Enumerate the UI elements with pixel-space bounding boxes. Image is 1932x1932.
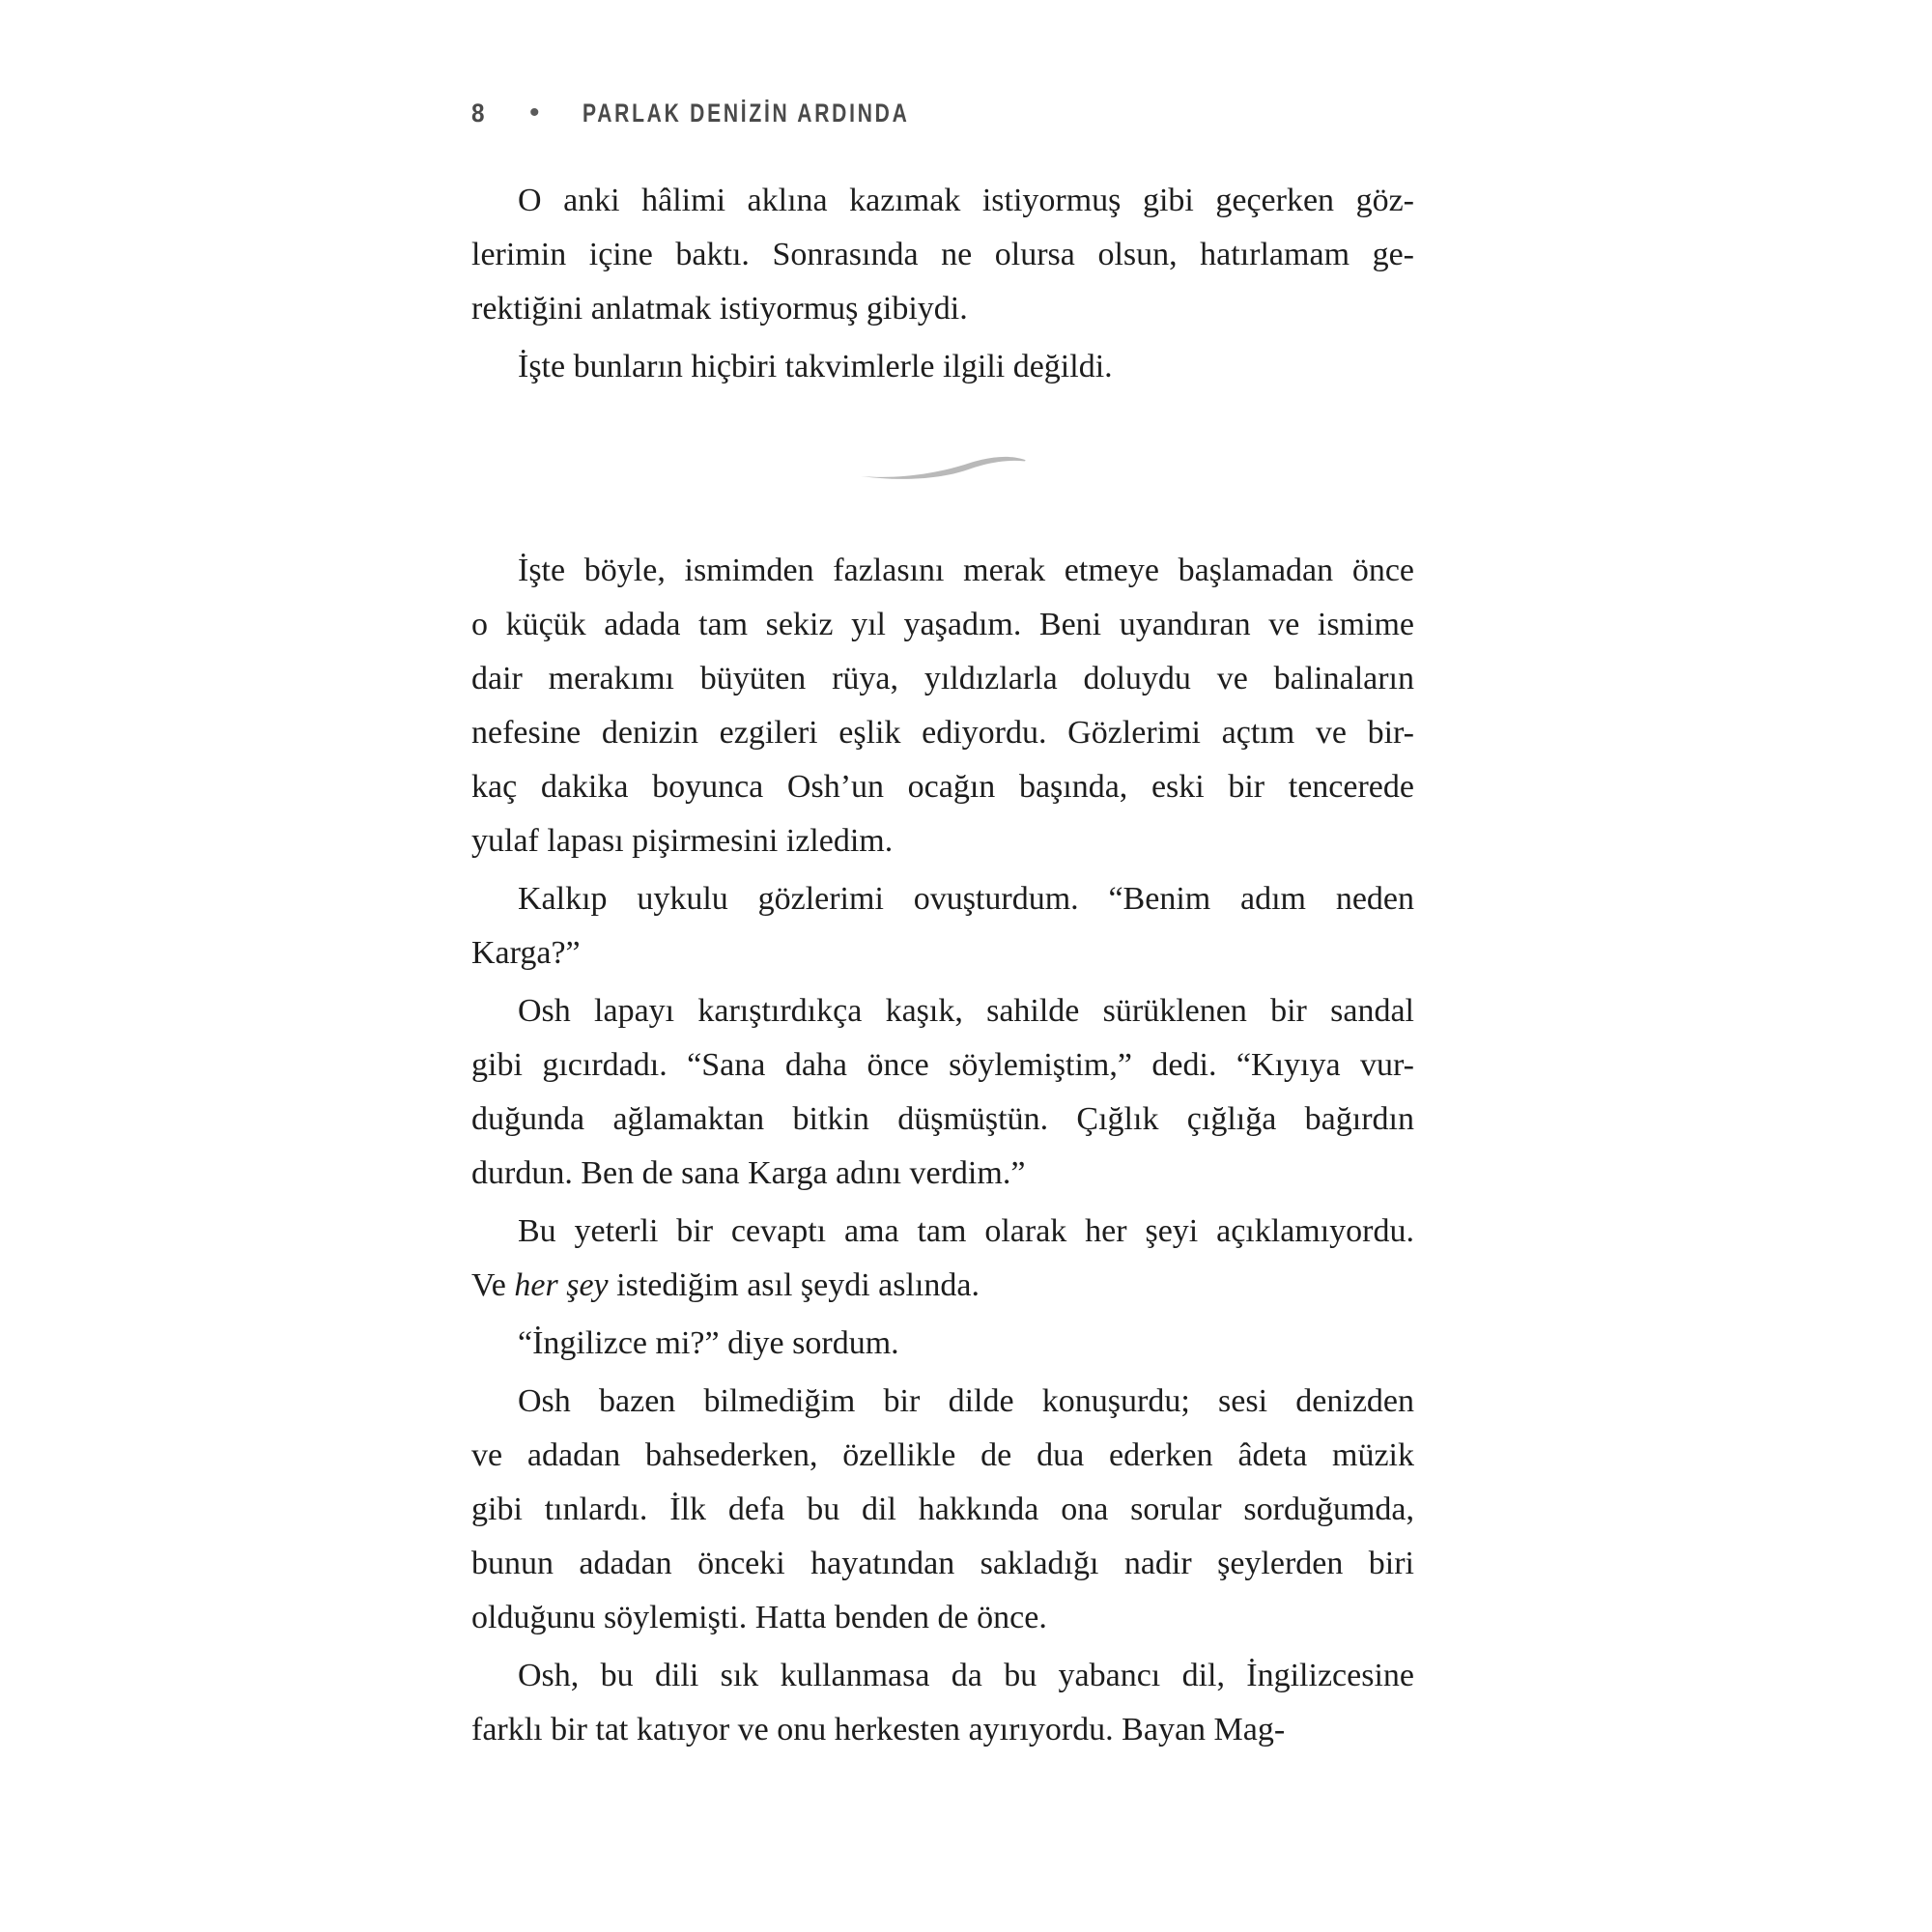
text-line: [471, 228, 1414, 282]
text-line: [471, 1038, 1414, 1093]
text-segment: Bu yeterli bir cevaptı ama tam olarak her şeyi açıklamıyordu.: [518, 1213, 1414, 1249]
page-header: [471, 97, 1002, 129]
text-line: [471, 282, 1414, 336]
page-number: 8: [471, 98, 486, 128]
paragraph: [471, 984, 1414, 1201]
text-line: [471, 1093, 1414, 1147]
header-separator-dot: •: [529, 97, 540, 128]
text-segment: Karga?”: [471, 935, 581, 971]
text-segment: “İngilizce mi?” diye sordum.: [518, 1325, 899, 1361]
text-line: [471, 174, 1414, 228]
text-segment: Osh, bu dili sık kullanmasa da bu yabancı dil, İngilizcesine: [518, 1658, 1414, 1693]
paragraph: [471, 1317, 1414, 1371]
paragraph: [471, 1375, 1414, 1645]
text-segment: rektiğini anlatmak istiyormuş gibiydi.: [471, 291, 968, 327]
text-segment: farklı bir tat katıyor ve onu herkesten ayırıyordu. Bayan Mag-: [471, 1712, 1286, 1747]
text-segment: kaç dakika boyunca Osh’un ocağın başında, eski bir tencerede: [471, 769, 1414, 805]
text-segment: olduğunu söylemişti. Hatta benden de önce.: [471, 1600, 1047, 1635]
text-line: [471, 1703, 1414, 1757]
text-line: [471, 340, 1414, 394]
text-line: [471, 1591, 1414, 1645]
text-line: [471, 872, 1414, 926]
text-line: [471, 1147, 1414, 1201]
text-segment: Ve: [471, 1267, 515, 1303]
text-line: [471, 1205, 1414, 1259]
text-segment: yulaf lapası pişirmesini izledim.: [471, 823, 894, 859]
text-section-top: [471, 174, 1414, 394]
swash-divider-icon: [859, 452, 1027, 481]
text-section-bottom: [471, 544, 1414, 1757]
text-segment: gibi tınlardı. İlk defa bu dil hakkında ona sorular sorduğumda,: [471, 1492, 1414, 1527]
text-line: [471, 652, 1414, 706]
paragraph: [471, 174, 1414, 336]
text-line: [471, 1375, 1414, 1429]
text-segment: İşte böyle, ismimden fazlasını merak etmeye başlamadan önce: [518, 553, 1414, 588]
text-segment: lerimin içine baktı. Sonrasında ne olursa olsun, hatırlamam ge-: [471, 237, 1414, 272]
text-segment: O anki hâlimi aklına kazımak istiyormuş gibi geçerken göz-: [518, 183, 1414, 218]
text-line: [471, 1317, 1414, 1371]
paragraph: [471, 872, 1414, 980]
section-divider: [859, 452, 1027, 481]
emphasized-text: her şey: [514, 1267, 609, 1303]
text-segment: o küçük adada tam sekiz yıl yaşadım. Beni uyandıran ve ismime: [471, 607, 1414, 642]
text-line: [471, 760, 1414, 814]
text-line: [471, 1537, 1414, 1591]
text-line: [471, 1649, 1414, 1703]
text-segment: nefesine denizin ezgileri eşlik ediyordu. Gözlerimi açtım ve bir-: [471, 715, 1414, 751]
text-line: [471, 544, 1414, 598]
text-segment: duğunda ağlamaktan bitkin düşmüştün. Çığlık çığlığa bağırdın: [471, 1101, 1414, 1137]
text-segment: Osh lapayı karıştırdıkça kaşık, sahilde sürüklenen bir sandal: [518, 993, 1414, 1029]
text-segment: Kalkıp uykulu gözlerimi ovuşturdum. “Benim adım neden: [518, 881, 1414, 917]
text-segment: istediğim asıl şeydi aslında.: [608, 1267, 980, 1303]
text-segment: gibi gıcırdadı. “Sana daha önce söylemiştim,” dedi. “Kıyıya vur-: [471, 1047, 1414, 1083]
paragraph: [471, 1649, 1414, 1757]
text-line: [471, 598, 1414, 652]
paragraph: [471, 340, 1414, 394]
text-line: [471, 926, 1414, 980]
text-line: [471, 984, 1414, 1038]
text-segment: İşte bunların hiçbiri takvimlerle ilgili değildi.: [518, 349, 1113, 384]
text-line: [471, 1483, 1414, 1537]
paragraph: [471, 544, 1414, 868]
text-line: [471, 706, 1414, 760]
text-line: [471, 1259, 1414, 1313]
text-segment: dair merakımı büyüten rüya, yıldızlarla doluydu ve balinaların: [471, 661, 1414, 696]
text-segment: bunun adadan önceki hayatından sakladığı nadir şeylerden biri: [471, 1546, 1414, 1581]
text-line: [471, 814, 1414, 868]
text-segment: ve adadan bahsederken, özellikle de dua ederken âdeta müzik: [471, 1437, 1414, 1473]
running-title: PARLAK DENİZİN ARDINDA: [582, 98, 910, 128]
text-segment: Osh bazen bilmediğim bir dilde konuşurdu; sesi denizden: [518, 1383, 1414, 1419]
text-line: [471, 1429, 1414, 1483]
paragraph: [471, 1205, 1414, 1313]
page-text-column: [471, 174, 1414, 1761]
text-segment: durdun. Ben de sana Karga adını verdim.”: [471, 1155, 1026, 1191]
